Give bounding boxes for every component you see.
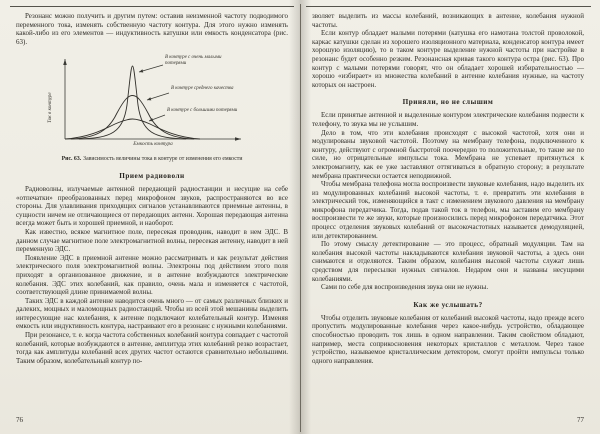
y-axis-label: Ток в контуре	[47, 92, 53, 124]
paragraph: Таких ЭДС в каждой антенне наводится очень много — от самых различных близких и далеких, мощных и маломощных радиостанций. Чтобы из всей этой мешанины выделить интересующие нас колебания, к антенне подключают колебательный контур. Изменяя емкость или индуктивность контура, настраивают его в резонанс с нужными колебаниями.	[16, 296, 288, 331]
left-page-paragraphs	[16, 185, 288, 365]
page-fold-divider	[300, 4, 301, 432]
paragraph: Чтобы мембрана телефона могла воспроизвести звуковые колебания, надо выделить их из модулированных колебаний высокой частоты, т. е. превратить эти колебания в электрический ток, изменяющийся в такт с изменением звукового давления на мембрану микрофона передатчика. Тогда, подав такой ток в телефон, мы заставим его мембрану воспроизвести те же звуки, которые произносились перед микрофоном передатчика. Этот процесс отделения звуковых колебаний от высокочастотных называется демодуляцией, или детектированием.	[312, 180, 584, 240]
paragraph: Дело в том, что эти колебания происходят с высокой частотой, хотя они и модулированы звуковой частотой. Поэтому на мембрану телефона, подключенного к контуру, действуют с огромной быстротой поочередно то положительные, то такие же по силе, но отрицательные импульсы тока. Мембрана не успевает притянуться к электромагниту, как ее уже заставляют оттягиваться в обратную сторону; в результате мембрана практически остается неподвижной.	[312, 128, 584, 180]
curve-low-loss	[79, 66, 186, 139]
right-page-paragraphs-bottom	[312, 314, 584, 366]
scan-top-edge-right	[306, 6, 591, 7]
pointer-medium-arrow	[147, 98, 151, 101]
paragraph: Как известно, всякое магнитное поле, пересекая проводник, наводит в нем ЭДС. В данном случае магнитное поле электромагнитной волны, пересекая антенну, наводит в ней переменную ЭДС.	[16, 227, 288, 254]
x-axis-label: Емкость контура	[133, 141, 173, 148]
scan-top-edge-left	[10, 6, 294, 7]
paragraph: зволяет выделить из массы колебаний, возникающих в антенне, колебания нужной частоты.	[312, 12, 584, 29]
paragraph: По этому смыслу детектирование — это процесс, обратный модуляции. Там на колебания высокой частоты накладываются колебания звуковой частоты, а здесь они снимаются и отделяются. Таким образом, колебания высокой частоты служат лишь средством для пересылки нужных сигналов. Недаром они и названы несущими колебаниями.	[312, 240, 584, 283]
paragraph: Радиоволны, излучаемые антенной передающей радиостанции и несущие на себе «отпечатки» преобразованных перед микрофоном звуков, распространяются во все стороны. Для улавливания приходящих сигналов устанавливаются приемные антенны, в сущности ничем не отличающиеся от передающих антенн. Хорошая передающая антенна всегда может быть и хорошей приемной, и наоборот.	[16, 184, 288, 228]
curve-medium-quality	[71, 96, 194, 140]
paragraph: Если контур обладает малыми потерями (катушка его намотана толстой проволокой, каркас катушки сделан из хорошего изоляционного материала, конденсатор контура имеет хорошую изоляцию), то в таком контуре выделение нужной частоты при настройке в резонанс будет особенно резким. Резонансная кривая такого контура остра (рис. 63). Про контур с малыми потерями говорят, что он обладает хорошей избирательностью — хорошо «избирает» из множества колебаний в антенне колебания нужные, на частоту которых он настроен.	[312, 29, 584, 89]
page-number-left: 76	[16, 416, 23, 424]
section-heading-received-not-heard: Приняли, но не слышим	[402, 98, 494, 107]
figure-63	[16, 51, 288, 163]
curve-high-loss	[65, 119, 200, 139]
paragraph: Появление ЭДС в приемной антенне можно рассматривать и как результат действия электрического поля электромагнитной волны. Электроны под действием этого поля приходят в организованное движение, и в антенне возбуждаются электрические колебания. ЭДС этих колебаний, как правило, очень мала и изменяется с частотой, соответствующей длине принимаемой волны.	[16, 253, 288, 297]
paragraph: Чтобы отделить звуковые колебания от колебаний высокой частоты, надо прежде всего пропустить модулированные колебания через какое-нибудь устройство, обладающее способностью проводить ток лишь в одном направлении. Таким свойством обладают, например, места соприкосновения некоторых кристаллов с металлом. Через такое устройство, называемое кристаллическим детектором, смогут пройти импульсы только одного направления.	[312, 313, 584, 365]
page-number-right: 77	[577, 416, 584, 424]
paragraph: При резонансе, т. е. когда частота собственных колебаний контура совпадает с частотой колебаний, которые возбуждаются в антенне, амплитуда этих колебаний резко возрастает, тогда как амплитуды колебаний всех других частот остаются сравнительно небольшими. Таким образом, колебательный контур по-	[16, 331, 288, 365]
right-page-paragraphs-mid	[312, 111, 584, 291]
pointer-low-loss-arrow	[139, 70, 143, 73]
figure-label-low-loss: В контуре с очень малыми потерями	[165, 55, 222, 67]
left-page	[16, 12, 288, 424]
figure-caption-number: Рис. 63.	[61, 156, 82, 163]
figure-label-medium: В контуре среднего качества	[171, 86, 234, 92]
right-page-paragraphs-top	[312, 12, 584, 89]
paragraph: Сами по себе для воспроизведения звука они не нужны.	[321, 283, 489, 292]
figure-caption-text: Зависимость величины тока в контуре от изменения его емкости	[83, 156, 243, 163]
paragraph: Резонанс можно получить и другим путем: оставив неизменной частоту подводимого переменного тока, изменять собственную частоту контура. Для этого нужно изменять какой-либо из его элементов — индуктивность катушки или емкость конденсатора (рис. 63).	[16, 12, 288, 46]
figure-label-high-loss: В контуре с большими потерями	[167, 108, 238, 114]
figure-caption	[40, 156, 263, 163]
section-heading-how-to-hear: Как же услышать?	[413, 300, 483, 309]
right-page	[312, 12, 584, 424]
section-heading-radio-reception: Прием радиоволн	[119, 171, 185, 180]
figure-canvas	[37, 51, 267, 153]
y-axis-arrow	[63, 59, 67, 65]
paragraph: Если принятые антенной и выделенные контуром электрические колебания подвести к телефону, то звука мы не услышим.	[312, 111, 584, 128]
